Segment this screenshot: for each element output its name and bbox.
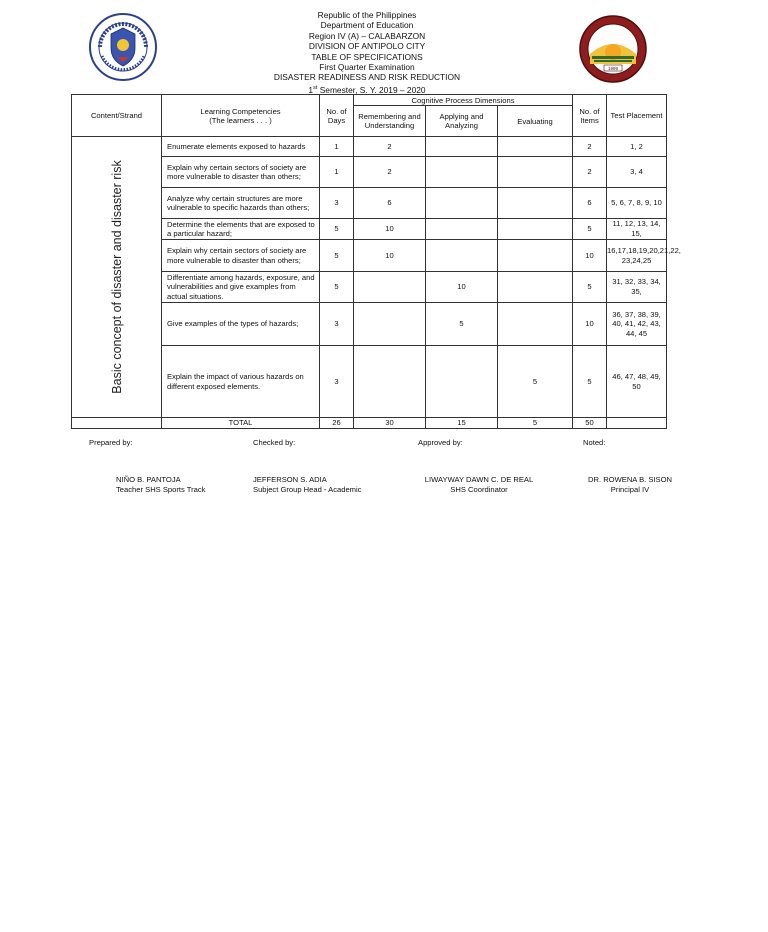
header-semester: 1st Semester, S. Y. 2019 – 2020 <box>308 84 426 95</box>
remembering-cell <box>354 346 426 418</box>
header-line-2: Department of Education <box>320 20 414 31</box>
days-cell: 1 <box>320 157 354 188</box>
remembering-cell: 10 <box>354 219 426 240</box>
days-cell: 5 <box>320 219 354 240</box>
total-days: 26 <box>320 418 354 429</box>
header-no-of-days: No. of Days <box>320 95 354 137</box>
evaluating-cell: 5 <box>498 346 573 418</box>
total-applying: 15 <box>426 418 498 429</box>
header-line-6: First Quarter Examination <box>319 62 415 73</box>
competency-cell: Explain why certain sectors of society are more vulnerable to disaster than others; <box>162 240 320 272</box>
remembering-cell: 6 <box>354 188 426 219</box>
header-line-5: TABLE OF SPECIFICATIONS <box>311 51 423 62</box>
placement-cell: 46, 47, 48, 49, 50 <box>607 346 667 418</box>
competency-cell: Give examples of the types of hazards; <box>162 303 320 346</box>
applying-cell <box>426 219 498 240</box>
items-cell: 2 <box>573 157 607 188</box>
competency-cell: Analyze why certain structures are more vulnerable to specific hazards than others; <box>162 188 320 219</box>
approved-by-label: Approved by: <box>418 438 463 447</box>
items-cell: 5 <box>573 346 607 418</box>
evaluating-cell <box>498 157 573 188</box>
days-cell: 1 <box>320 137 354 157</box>
content-strand-cell <box>72 137 162 418</box>
header-cognitive-dimensions: Cognitive Process Dimensions <box>354 95 573 106</box>
placement-cell: 3, 4 <box>607 157 667 188</box>
evaluating-cell <box>498 188 573 219</box>
evaluating-cell <box>498 137 573 157</box>
placement-cell: 11, 12, 13, 14, 15, <box>607 219 667 240</box>
evaluating-cell <box>498 303 573 346</box>
evaluating-cell <box>498 272 573 303</box>
approved-title: SHS Coordinator <box>450 485 508 494</box>
evaluating-cell <box>498 219 573 240</box>
prepared-title: Teacher SHS Sports Track <box>116 485 206 494</box>
applying-cell: 10 <box>426 272 498 303</box>
specifications-table <box>71 94 681 429</box>
header-evaluating: Evaluating <box>498 106 573 137</box>
items-cell: 6 <box>573 188 607 219</box>
remembering-cell <box>354 303 426 346</box>
deped-seal-logo <box>88 12 158 82</box>
days-cell: 5 <box>320 240 354 272</box>
days-cell: 3 <box>320 346 354 418</box>
checked-by-label: Checked by: <box>253 438 296 447</box>
items-cell: 10 <box>573 240 607 272</box>
items-cell: 2 <box>573 137 607 157</box>
placement-cell: 36, 37, 38, 39, 40, 41, 42, 43, 44, 45 <box>607 303 667 346</box>
placement-cell: 5, 6, 7, 8, 9, 10 <box>607 188 667 219</box>
header-content-strand: Content/Strand <box>72 95 162 137</box>
placement-cell: 16,17,18,19,20,21,22, 23,24,25 <box>607 240 667 272</box>
competency-cell: Explain the impact of various hazards on different exposed elements. <box>162 346 320 418</box>
remembering-cell: 2 <box>354 157 426 188</box>
competency-cell: Determine the elements that are exposed to a particular hazard; <box>162 219 320 240</box>
approved-signatory <box>418 475 540 495</box>
noted-title: Principal IV <box>610 485 650 494</box>
checked-signatory <box>253 475 361 495</box>
days-cell: 5 <box>320 272 354 303</box>
header-line-7: DISASTER READINESS AND RISK REDUCTION <box>273 72 461 83</box>
prepared-signatory <box>116 475 205 495</box>
applying-cell <box>426 346 498 418</box>
content-strand-label: Basic concept of disaster and disaster risk <box>109 160 124 394</box>
school-seal-logo <box>578 14 648 84</box>
prepared-name: NIÑO B. PANTOJA <box>116 475 181 484</box>
total-items: 50 <box>573 418 607 429</box>
evaluating-cell <box>498 240 573 272</box>
noted-label: Noted: <box>583 438 606 447</box>
header-line-1: Republic of the Philippines <box>317 10 417 20</box>
header-line-4: DIVISION OF ANTIPOLO CITY <box>308 41 426 52</box>
header-remembering: Remembering and Understanding <box>354 106 426 137</box>
header-no-of-items: No. of Items <box>573 95 607 137</box>
items-cell: 10 <box>573 303 607 346</box>
placement-cell: 31, 32, 33, 34, 35, <box>607 272 667 303</box>
applying-cell <box>426 157 498 188</box>
remembering-cell: 10 <box>354 240 426 272</box>
approved-name: LIWAYWAY DAWN C. DE REAL <box>424 475 534 484</box>
total-label: TOTAL <box>162 418 320 429</box>
applying-cell <box>426 137 498 157</box>
items-cell: 5 <box>573 219 607 240</box>
document-header <box>200 10 534 95</box>
remembering-cell <box>354 272 426 303</box>
total-placement <box>607 418 667 429</box>
days-cell: 3 <box>320 188 354 219</box>
checked-title: Subject Group Head - Academic <box>253 485 362 494</box>
header-line-3: Region IV (A) – CALABARZON <box>308 30 426 41</box>
competency-cell: Differentiate among hazards, exposure, and vulnerabilities and give examples from actual situations. <box>162 272 320 303</box>
total-row <box>72 418 667 429</box>
header-learning-competencies: Learning Competencies (The learners . . . ) <box>162 95 320 137</box>
noted-signatory <box>582 475 678 495</box>
table-row <box>72 137 667 157</box>
school-seal-year: 1999 <box>607 66 619 71</box>
items-cell: 5 <box>573 272 607 303</box>
total-remembering: 30 <box>354 418 426 429</box>
prepared-by-label: Prepared by: <box>89 438 133 447</box>
checked-name: JEFFERSON S. ADIA <box>253 475 327 484</box>
header-applying: Applying and Analyzing <box>426 106 498 137</box>
total-evaluating: 5 <box>498 418 573 429</box>
remembering-cell: 2 <box>354 137 426 157</box>
applying-cell <box>426 188 498 219</box>
competency-cell: Enumerate elements exposed to hazards <box>162 137 320 157</box>
competency-cell: Explain why certain sectors of society are more vulnerable to disaster than others; <box>162 157 320 188</box>
placement-cell: 1, 2 <box>607 137 667 157</box>
applying-cell: 5 <box>426 303 498 346</box>
applying-cell <box>426 240 498 272</box>
noted-name: DR. ROWENA B. SISON <box>588 475 672 484</box>
header-test-placement: Test Placement <box>607 95 667 137</box>
days-cell: 3 <box>320 303 354 346</box>
